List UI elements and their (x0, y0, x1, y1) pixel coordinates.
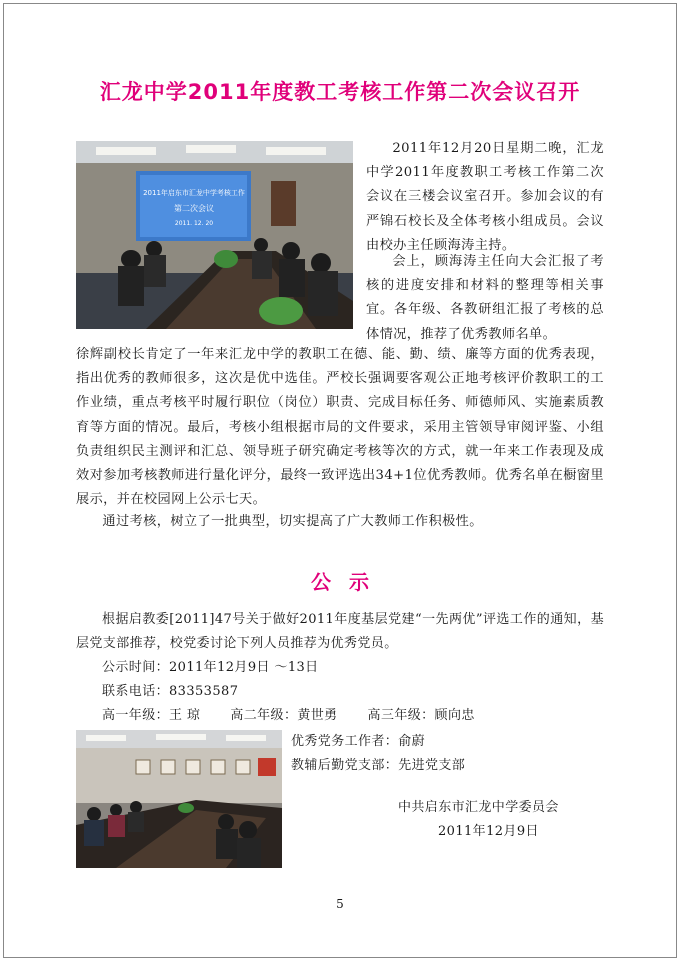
article-paragraph-2-rest: 徐辉副校长肯定了一年来汇龙中学的教职工在德、能、勤、绩、廉等方面的优秀表现，指出优秀的教师很多，这次是优中选佳。严校长强调要客观公正地考核评价教职工的工作业绩，重点考核平时履行职位（岗位）职责、完成目标任务、师德师风、实施素质教育等方面的情况。最后，考核小组根据市局的文件要求，采用主管领导审阅评鉴、小组负责组织民主测评和汇总、领导班子研究确定考核等次的方式，就一年来工作表现及成效对参加考核教师进行量化评分，最终一致评选出34+1位优秀教师。优秀名单在橱窗里展示，并在校园网上公示七天。 (76, 347, 604, 508)
signature-organization: 中共启东市汇龙中学委员会 (398, 800, 559, 815)
signature-date: 2011年12月9日 (438, 824, 539, 839)
screen-text-3: 2011. 12. 20 (174, 220, 214, 227)
notice-time: 公示时间：2011年12月9日 ～13日 (102, 660, 319, 675)
screen-text-2: 第二次会议 (174, 204, 214, 213)
article-paragraph-1: 2011年12月20日星期二晚，汇龙中学2011年度教职工考核工作第二次会议在三楼会议室召开。参加会议的有严锦石校长及全体考核小组成员。会议由校办主任顾海涛主持。 (366, 141, 604, 253)
screen-text-1: 2011年启东市汇龙中学考核工作 (143, 189, 245, 197)
notice-body: 根据启教委[2011]47号关于做好2011年度基层党建“一先两优”评选工作的通知，基层党支部推荐，校党委讨论下列人员推荐为优秀党员。 (76, 612, 604, 651)
notice-phone: 联系电话：83353587 (102, 684, 239, 699)
page-number: 5 (336, 897, 344, 911)
notice-heading: 公示 (311, 570, 387, 594)
notice-grades (102, 704, 505, 728)
grade-1-candidate: 高一年级：王 琼 (102, 708, 201, 723)
outstanding-party-worker: 优秀党务工作者：俞蔚 (291, 734, 426, 749)
article-title: 汇龙中学2011年度教工考核工作第二次会议召开 (99, 80, 581, 104)
advanced-party-branch: 教辅后勤党支部：先进党支部 (291, 758, 466, 773)
meeting-photo-2 (76, 730, 282, 868)
article-paragraph-3: 通过考核，树立了一批典型，切实提高了广大教师工作积极性。 (102, 514, 483, 529)
meeting-photo-1 (76, 141, 353, 329)
grade-3-candidate: 高三年级：顾向忠 (367, 708, 475, 723)
grade-2-candidate: 高二年级：黄世勇 (230, 708, 338, 723)
article-paragraph-2-start: 会上，顾海涛主任向大会汇报了考核的进度安排和材料的整理等相关事宜。各年级、各教研组汇报了考核的总体情况，推荐了优秀教师名单。 (366, 254, 604, 342)
